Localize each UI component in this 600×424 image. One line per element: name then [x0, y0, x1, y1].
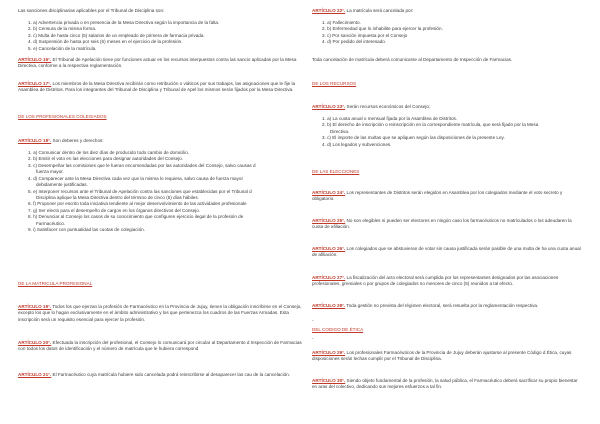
list-item: 1. a) Advertencia privada o en presencia de la Mesa Directiva según la importancia de la falta.: [28, 20, 220, 25]
list-item: fuerza mayor.: [36, 169, 64, 175]
list-item: 3. c) El importe de las multas que se apliquen según las disposiciones de la presente Ley.: [322, 135, 505, 141]
article-30: ARTÍCULO 30°. Siendo objeto fundamental de la profesión, la salud pública, el Farmacéutico deberá sacrificar su propio bienestar en aras del colectivo, dedicando sus mejores esfuerzos a tal fin.: [312, 378, 578, 390]
article-23: ARTÍCULO 23°. Serán recursos económicos del Consejo:: [312, 104, 431, 109]
sanctions-list: [18, 20, 305, 52]
separator-dash: -: [312, 318, 314, 323]
list-item: 9. i) Satisfacer con puntualidad las cuotas de colegiación.: [28, 227, 145, 233]
article-27: ARTÍCULO 27°. La fiscalización del acto electoral será cumplida por los representantes designados por las asociaciones profesionales, gremiales o por grupos de colegiados no menores de cinco (5) reunidos a tal efecto.: [312, 275, 559, 287]
article-26-link[interactable]: ARTÍCULO 26°.: [312, 246, 346, 251]
article-19: ARTÍCULO 19°. Todos los que ejerzan la profesión de Farmacéutico en la Provincia de Jujuy, tienen la obligación inscribirse en el Consejo, excepto los que lo hagan exclusivamente en el ámbito administrativo y los que pertenezca los cuadros de las Fuerzas Armadas. Esta inscripción será un requisito esencial para ejercer la profesión.: [18, 304, 302, 322]
article-18: ARTÍCULO 18°. Son deberes y derechos:: [18, 138, 104, 143]
article-25-link[interactable]: ARTÍCULO 25°.: [312, 218, 346, 223]
article-29: ARTÍCULO 29°. Los profesionales Farmacéuticos de la Provincia de Jujuy deberán ajustarse al presente Código d Ética, cuyas disposiciones serán lechas cumplir por el Tribunal de Disciplina.: [312, 350, 572, 362]
section-heading-etica: DEL CODIGO DE ÉTICA: [312, 327, 364, 332]
article-20: ARTÍCULO 20°. Efectuada la inscripción del profesional, el Consejo lo comunicará por circular al Departamento d Inspección de Farmacias con todos los datos de identificación y el número de matrícula que le hubiera correspond: [18, 340, 302, 352]
article-30-link[interactable]: ARTÍCULO 30°.: [312, 378, 346, 383]
article-29-link[interactable]: ARTÍCULO 29°.: [312, 350, 346, 355]
cancel-note: Toda cancelación de matrícula deberá comunicarse al Departamento de Inspección de Farmacias.: [312, 57, 513, 62]
article-17: ARTÍCULO 17°. Los miembros de la Mesa Directiva recibirán como retribución o viáticos por sus trabajos, las asignaciones que le fije la Asamblea de Distritos. Para los integrantes del Tribunal de Disciplina y Tribunal de Apel los mismos serán fijados por la Mesa Directiva.: [18, 81, 296, 93]
list-item: 8. h) Denunciar al Consejo los casos de su conocimiento que configuren ejercicio ilegal de la profesión de: [28, 214, 244, 220]
list-item: 7. g) Ser electo para el desempeño de cargos en los órganos directivos del Consejo.: [28, 207, 201, 213]
article-20-link[interactable]: ARTÍCULO 20°.: [18, 340, 52, 345]
article-17-link[interactable]: ARTÍCULO 17°.: [18, 81, 52, 86]
list-item: 2. b) Censura de la misma forma.: [28, 26, 97, 32]
section-heading-elecciones: DE LAS ELECCIONES: [312, 169, 360, 174]
list-item: 2. b) Enfermedad que lo inhabilite para ejercer la profesión.: [322, 26, 443, 32]
cancel-list: [312, 20, 582, 46]
list-item: 1. a) Fallecimiento.: [322, 20, 361, 25]
list-item: 2. b) Emitir el voto en las elecciones para designar autoridades del Consejo.: [28, 156, 183, 162]
list-item: 4. d) Suspensión de hasta por seis (6) meses en el ejercicio de la profesión.: [28, 39, 183, 45]
article-21-link[interactable]: ARTÍCULO 21°.: [18, 372, 52, 377]
article-28-link[interactable]: ARTÍCULO 28°.: [312, 303, 346, 308]
list-item: Farmacéutico.: [36, 220, 66, 226]
article-28: ARTÍCULO 28°. Toda gestión no prevista del régimen electoral, será resuelta por la reglamentación respectiva.: [312, 303, 539, 308]
list-item: 5. e) Cancelación de la matrícula.: [28, 45, 97, 51]
resources-list: [312, 116, 582, 148]
article-21: ARTÍCULO 21°. El Farmacéutico cuya matrícula hubiere sido cancelada podrá reinscribirse al desaparecer las cau de la cancelación.: [18, 372, 290, 377]
article-23-link[interactable]: ARTÍCULO 23°.: [312, 104, 346, 109]
list-item: 4. d) Comparecer ante la Mesa Directiva cada vez que la misma lo requiera, salvo causa de fuerza mayor: [28, 175, 243, 181]
article-16: ARTÍCULO 16°. El Tribunal de Apelación tiene por funciones actuar en los recursos interpuestos contra las sancio aplicadas por la Mesa Directiva, conforme a la respectiva reglamentación.: [18, 57, 297, 69]
list-item: Directiva.: [330, 128, 350, 134]
section-heading-matricula: DE LA MATRICULA PROFESIONAL: [18, 281, 93, 286]
list-item: 2. b) El derecho de inscripción o reinscripción en la correspondiente matrícula, que será fijado por la Mesa: [322, 122, 539, 128]
article-19-link[interactable]: ARTÍCULO 19°.: [18, 304, 52, 309]
article-24-link[interactable]: ARTÍCULO 24°.: [312, 190, 346, 195]
list-item: Disciplina aplique la Mesa Directiva dentro del término de cinco (5) días hábiles.: [36, 194, 199, 200]
list-item: 1. a) Comunicar dentro de los diez días de producido todo cambio de domicilio.: [28, 150, 190, 155]
list-item: 4. d) Por pedido del interesado.: [322, 39, 387, 45]
sanctions-intro: Las sanciones disciplinarias aplicables por el Tribunal de Disciplina son:: [18, 8, 165, 13]
section-heading-recursos: DE LOS RECURSOS: [312, 81, 357, 86]
list-item: 3. c) Por sanción impuesta por el Consejo: [322, 32, 408, 38]
article-18-link[interactable]: ARTÍCULO 18°.: [18, 138, 52, 143]
article-22-link[interactable]: ARTÍCULO 22°.: [312, 8, 346, 13]
article-24: ARTÍCULO 24°. Los representantes de Distritos serán elegidos en Asamblea por los colegiados mediante el voto secreto y obligatorio.: [312, 190, 563, 202]
list-item: 3. c) Desempeñar las comisiones que le fueran encomendadas por las autoridades del Consejo, salvo causas d: [28, 162, 256, 168]
article-25: ARTÍCULO 25°. No son elegibles ni pueden ser electores en ningún caso los farmacéuticos no matriculados o los adeudaren la cuota de afiliación.: [312, 218, 572, 230]
list-item: 6. f) Proponer por escrito toda iniciativa tendiente al mejor desenvolvimiento de las actividades profesionale: [28, 201, 247, 207]
list-item: 4. d) Los legados y subvenciones.: [322, 141, 392, 147]
duties-list: [18, 150, 305, 233]
list-item: 5. e) Interponer recursos ante el Tribunal de Apelación contra las sanciones que establecidas por el Tribunal d: [28, 188, 252, 194]
article-27-link[interactable]: ARTÍCULO 27°.: [312, 275, 346, 280]
list-item: 3. c) Multa de hasta cinco (5) salarios de un empleado de primera de farmacia privada.: [28, 32, 205, 38]
separator-dash: -: [312, 336, 314, 341]
article-16-link[interactable]: ARTÍCULO 16°.: [18, 57, 52, 62]
list-item: debidamente justificadas.: [36, 182, 88, 188]
article-26: ARTÍCULO 26°. Los colegiados que se abstuvieran de votar sin causa justificada serán pasible de una multa de ha una cuota anual de afiliación.: [312, 246, 581, 258]
list-item: 1. a) La cuota anual o mensual fijada por la Asamblea de Distritos.: [322, 116, 458, 121]
section-heading-colegiados: DE LOS PROFESIONALES COLEGIADOS: [18, 114, 107, 119]
article-22: ARTÍCULO 22°. La matrícula será cancelada por:: [312, 8, 414, 13]
